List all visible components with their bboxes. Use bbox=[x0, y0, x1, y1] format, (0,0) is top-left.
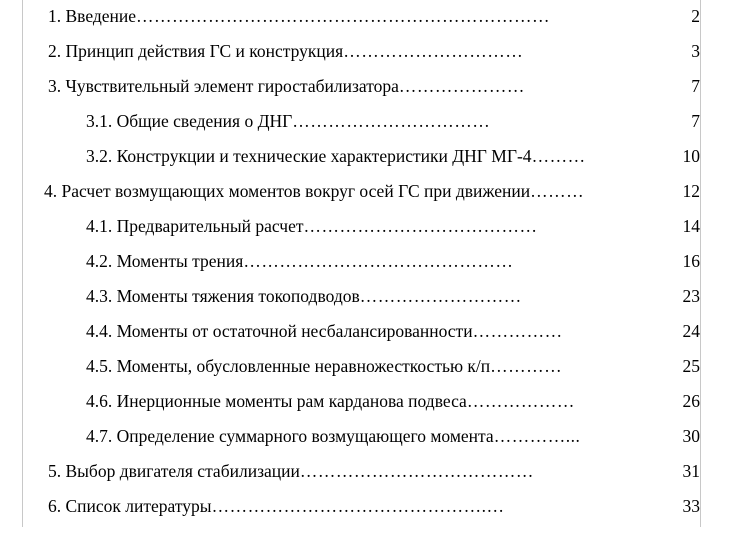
toc-entry-number: 2. bbox=[48, 41, 62, 61]
toc-page-number: 16 bbox=[682, 251, 700, 271]
toc-entry-number: 4.6. bbox=[86, 391, 113, 411]
toc-entry[interactable] bbox=[24, 463, 700, 498]
toc-leader-dots: …………………………… bbox=[292, 113, 491, 131]
toc-page-number: 3 bbox=[691, 41, 700, 61]
toc-entry[interactable] bbox=[24, 358, 700, 393]
toc-entry-title: Общие сведения о ДНГ bbox=[116, 111, 293, 131]
toc-leader-dots: ……………………………………… bbox=[243, 253, 514, 271]
toc-entry[interactable] bbox=[24, 113, 700, 148]
toc-entry-title: Выбор двигателя стабилизации bbox=[65, 461, 300, 481]
toc-page-number: 25 bbox=[682, 356, 700, 376]
toc-entry[interactable] bbox=[24, 288, 700, 323]
toc-entry-number: 3.2. bbox=[86, 146, 113, 166]
toc-entry[interactable] bbox=[24, 498, 700, 533]
toc-entry[interactable] bbox=[24, 148, 700, 183]
toc-entry[interactable] bbox=[24, 218, 700, 253]
toc-leader-dots: ……………………… bbox=[359, 288, 522, 306]
toc-page-number: 7 bbox=[691, 76, 700, 96]
toc-page-number: 7 bbox=[691, 111, 700, 131]
toc-entry-title: Моменты, обусловленные неравножесткостью к/п bbox=[116, 356, 491, 376]
toc-entry-title: Конструкции и технические характеристики ДНГ МГ-4 bbox=[116, 146, 532, 166]
toc-entry-title: Инерционные моменты рам карданова подвеса bbox=[116, 391, 467, 411]
toc-page-number: 33 bbox=[682, 496, 700, 516]
toc-entry[interactable] bbox=[24, 393, 700, 428]
toc-entry[interactable] bbox=[24, 323, 700, 358]
toc-leader-dots: …………… bbox=[472, 323, 563, 341]
toc-page-number: 24 bbox=[682, 321, 700, 341]
toc-entry-number: 4. bbox=[44, 181, 58, 201]
toc-page-number: 30 bbox=[682, 426, 700, 446]
table-of-contents bbox=[24, 0, 700, 533]
toc-leader-dots: ………………………………… bbox=[303, 218, 538, 236]
toc-entry-number: 4.2. bbox=[86, 251, 113, 271]
toc-entry-title: Принцип действия ГС и конструкция bbox=[65, 41, 344, 61]
toc-entry-title: Моменты от остаточной несбалансированности bbox=[116, 321, 473, 341]
toc-page-number: 26 bbox=[682, 391, 700, 411]
toc-entry-number: 4.4. bbox=[86, 321, 113, 341]
toc-leader-dots: ……… bbox=[531, 148, 586, 166]
toc-entry[interactable] bbox=[24, 8, 700, 43]
toc-page-number: 10 bbox=[682, 146, 700, 166]
toc-leader-dots: ………………… bbox=[398, 78, 525, 96]
toc-entry-title: Предварительный расчет bbox=[116, 216, 304, 236]
toc-entry-title: Чувствительный элемент гиростабилизатора bbox=[65, 76, 399, 96]
toc-entry[interactable] bbox=[24, 183, 700, 218]
toc-entry-number: 3. bbox=[48, 76, 62, 96]
toc-page-number: 12 bbox=[682, 181, 700, 201]
toc-entry[interactable] bbox=[24, 78, 700, 113]
toc-entry-number: 3.1. bbox=[86, 111, 113, 131]
toc-entry-number: 1. bbox=[48, 6, 62, 26]
toc-leader-dots: ……………………………………….… bbox=[211, 498, 505, 516]
toc-leader-dots: ………… bbox=[490, 358, 563, 376]
page-left-margin-rule bbox=[22, 0, 23, 527]
toc-entry[interactable] bbox=[24, 428, 700, 463]
toc-entry-title: Моменты трения bbox=[116, 251, 244, 271]
toc-entry-number: 4.5. bbox=[86, 356, 113, 376]
toc-page-number: 23 bbox=[682, 286, 700, 306]
toc-leader-dots: ………………………………… bbox=[299, 463, 534, 481]
toc-entry[interactable] bbox=[24, 43, 700, 78]
toc-leader-dots: ………………………… bbox=[343, 43, 524, 61]
toc-entry-title: Расчет возмущающих моментов вокруг осей ГС при движении bbox=[61, 181, 531, 201]
toc-entry-title: Введение bbox=[65, 6, 137, 26]
toc-entry-title: Список литературы bbox=[65, 496, 212, 516]
toc-entry[interactable] bbox=[24, 253, 700, 288]
toc-page-number: 2 bbox=[691, 6, 700, 26]
toc-entry-number: 4.3. bbox=[86, 286, 113, 306]
toc-entry-number: 6. bbox=[48, 496, 62, 516]
toc-entry-number: 4.1. bbox=[86, 216, 113, 236]
toc-entry-title: Определение суммарного возмущающего момента bbox=[116, 426, 494, 446]
toc-entry-title: Моменты тяжения токоподводов bbox=[116, 286, 360, 306]
toc-page-number: 14 bbox=[682, 216, 700, 236]
toc-leader-dots: …………... bbox=[493, 428, 581, 446]
toc-page-number: 31 bbox=[682, 461, 700, 481]
toc-leader-dots: …………………………………………………………… bbox=[136, 8, 551, 26]
toc-entry-number: 4.7. bbox=[86, 426, 113, 446]
toc-entry-number: 5. bbox=[48, 461, 62, 481]
toc-leader-dots: ……… bbox=[530, 183, 585, 201]
page-right-margin-rule bbox=[700, 0, 701, 527]
toc-leader-dots: ……………… bbox=[466, 393, 575, 411]
